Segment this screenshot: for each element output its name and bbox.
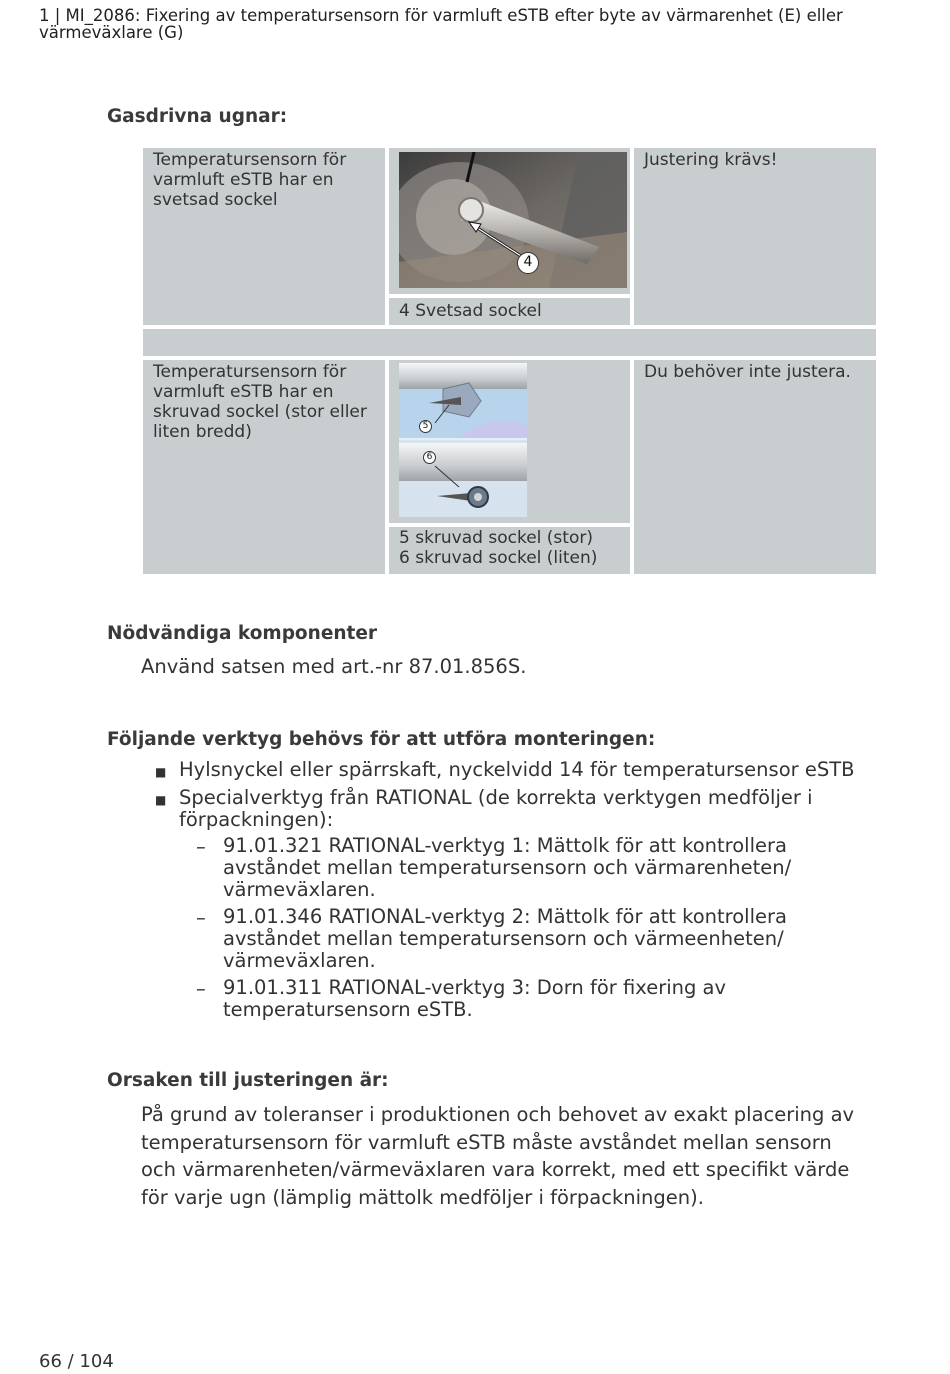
row1-description-cell [143,148,385,325]
tools-item-1: Hylsnyckel eller spärrskaft, nyckelvidd 14 för temperatursensor eSTB [179,758,855,781]
tools-sub-2: 91.01.346 RATIONAL-verktyg 2: Mättolk för att kontrollera avståndet mellan temperatursensorn och värmeenheten/ värmeväxlaren. [223,905,787,972]
bullet-1: ■ [155,765,167,779]
row2-caption [389,527,630,574]
reason-text: På grund av toleranser i produktionen och behovet av exakt placering av temperatursensorn för varmluft eSTB måste avståndet mellan sensorn och värmarenheten/värmeväxlaren vara korrekt, med ett specifikt värde för varje ugn (lämplig mättolk medföljer i förpackningen). [141,1103,855,1209]
tools-sub-1: 91.01.321 RATIONAL-verktyg 1: Mättolk för att kontrollera avståndet mellan temperatursensorn och värmarenheten/ värmeväxlaren. [223,834,792,901]
row2-result-cell [634,360,876,574]
tools-item-2: Specialverktyg från RATIONAL (de korrekta verktygen medföljer i förpackningen): [179,786,813,831]
screwed-socket-diagram [399,363,527,517]
marker-5: 5 [419,420,432,433]
row2-result: Du behöver inte justera. [644,362,851,382]
document-header: 1 | MI_2086: Fixering av temperatursensorn för varmluft eSTB efter byte av värmarenhet (E) eller värmeväxlare (G) [39,6,843,42]
row2-description-cell [143,360,385,574]
row1-result: Justering krävs! [644,150,778,170]
components-text: Använd satsen med art.-nr 87.01.856S. [141,655,527,678]
row1-result-cell [634,148,876,325]
marker-4: 4 [517,252,539,274]
gas-section-title: Gasdrivna ugnar: [107,106,288,127]
row1-description: Temperatursensorn för varmluft eSTB har en svetsad sockel [153,150,347,210]
page-number: 66 / 104 [39,1351,114,1372]
tools-sub-3: 91.01.311 RATIONAL-verktyg 3: Dorn för fixering av temperatursensorn eSTB. [223,976,727,1021]
dash-3: – [196,977,206,1000]
row2-caption-line1: 5 skruvad sockel (stor) [399,528,593,548]
tools-title: Följande verktyg behövs för att utföra monteringen: [107,729,656,750]
dash-1: – [196,835,206,858]
row1-caption: 4 Svetsad sockel [389,298,630,325]
row2-description: Temperatursensorn för varmluft eSTB har en skruvad sockel (stor eller liten bredd) [153,362,367,442]
marker-6: 6 [423,451,436,464]
row2-caption-line2: 6 skruvad sockel (liten) [399,548,598,568]
dash-2: – [196,906,206,929]
bullet-2: ■ [155,793,167,807]
table-spacer-row [143,329,876,356]
reason-title: Orsaken till justeringen är: [107,1070,389,1091]
components-title: Nödvändiga komponenter [107,623,378,644]
welded-socket-photo [399,152,627,288]
